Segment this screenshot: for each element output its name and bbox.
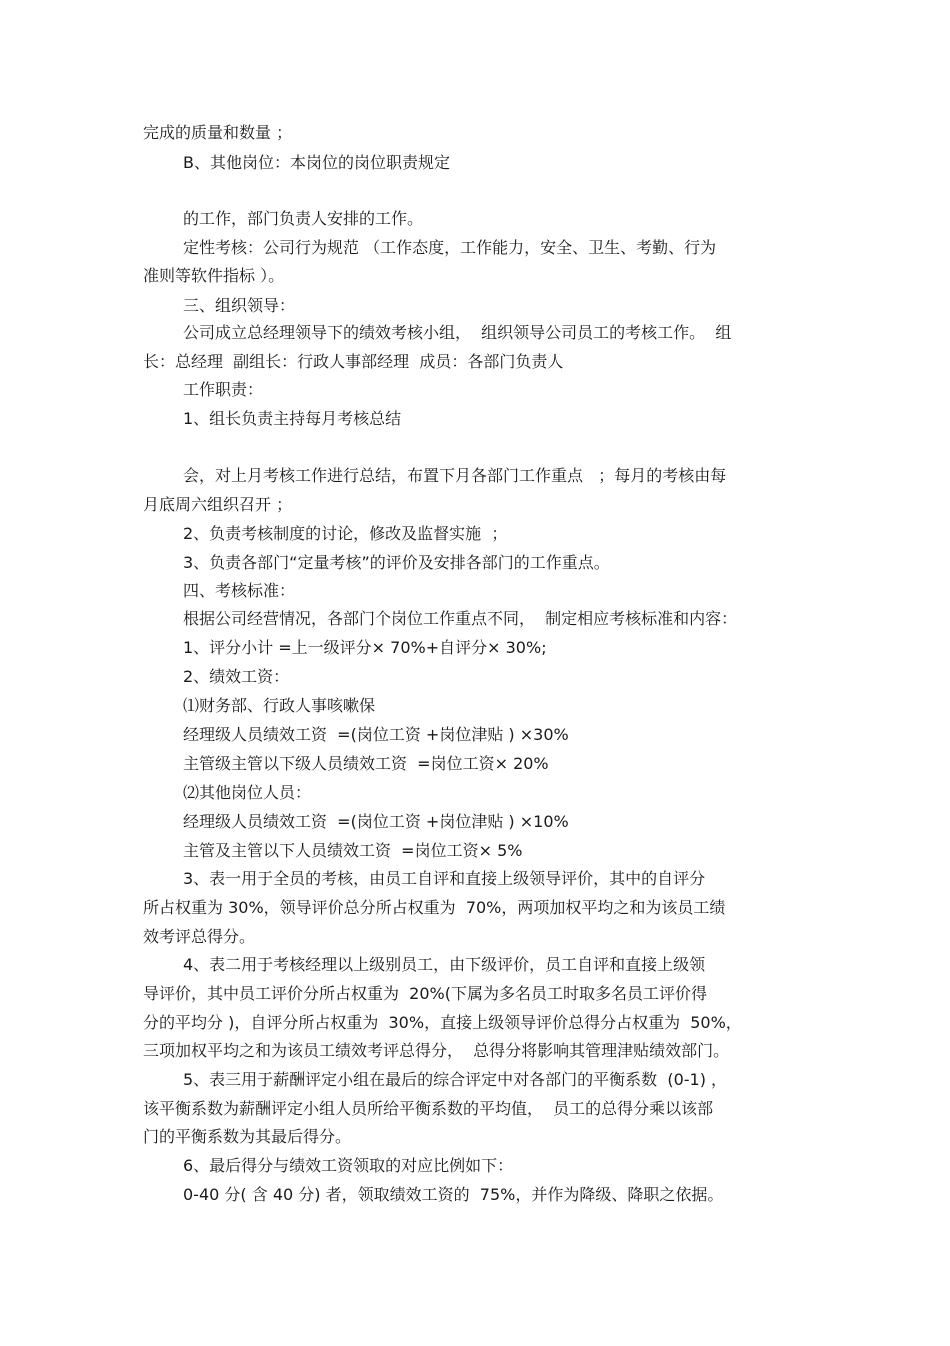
text-line: 导评价，其中员工评价分所占权重为 20%(下属为多名员工时取多名员工评价得 [143, 984, 707, 1003]
text-line: 主管级主管以下级人员绩效工资 =岗位工资× 20% [183, 754, 549, 773]
text-line: 6、最后得分与绩效工资领取的对应比例如下： [183, 1156, 514, 1175]
text-line: 该平衡系数为薪酬评定小组人员所给平衡系数的平均值， 员工的总得分乘以该部 [143, 1099, 714, 1118]
text-line: 完成的质量和数量 ； [143, 123, 293, 142]
text-line: 5、表三用于薪酬评定小组在最后的综合评定中对各部门的平衡系数 (0-1) ， [183, 1070, 728, 1089]
text-line: 3、负责各部门“定量考核”的评价及安排各部门的工作重点。 [183, 553, 610, 572]
section-heading: 三、组织领导： [183, 296, 296, 315]
text-line: 工作职责： [183, 380, 264, 399]
text-line: ⑵其他岗位人员： [183, 783, 312, 802]
text-line: 1、评分小计 =上一级评分× 70%+自评分× 30%; [183, 638, 547, 657]
text-line: 所占权重为 30%，领导评价总分所占权重为 70%，两项加权平均之和为该员工绩 [143, 898, 726, 917]
text-line: ⑴财务部、行政人事咳嗽保 [183, 696, 376, 715]
text-line: 2、绩效工资： [183, 667, 290, 686]
text-line: 三项加权平均之和为该员工绩效考评总得分， 总得分将影响其管理津贴绩效部门。 [143, 1041, 730, 1060]
text-line: 公司成立总经理领导下的绩效考核小组， 组织领导公司员工的考核工作。 组 [183, 323, 732, 342]
text-line: 经理级人员绩效工资 =(岗位工资 +岗位津贴 ) ×30% [183, 725, 569, 744]
text-line: 长：总经理 副组长：行政人事部经理 成员：各部门负责人 [143, 352, 564, 371]
text-line: 2、负责考核制度的讨论，修改及监督实施 ； [183, 524, 508, 543]
text-line: 经理级人员绩效工资 =(岗位工资 +岗位津贴 ) ×10% [183, 812, 569, 831]
text-line: 会，对上月考核工作进行总结，布置下月各部门工作重点 ；每月的考核由每 [183, 466, 727, 485]
text-line: 定性考核：公司行为规范 （工作态度，工作能力，安全、卫生、考勤、行为 [183, 238, 717, 257]
text-line: 效考评总得分。 [143, 927, 256, 946]
section-heading: 四、考核标准： [183, 581, 296, 600]
text-line: 主管及主管以下人员绩效工资 =岗位工资× 5% [183, 841, 523, 860]
text-line: 1、组长负责主持每月考核总结 [183, 409, 402, 428]
text-line: 准则等软件指标 ）。 [143, 266, 285, 285]
text-line: 月底周六组织召开 ； [143, 495, 293, 514]
text-line: 3、表一用于全员的考核，由员工自评和直接上级领导评价，其中的自评分 [183, 869, 706, 888]
text-line: 的工作，部门负责人安排的工作。 [183, 209, 424, 228]
text-line: 门的平衡系数为其最后得分。 [143, 1127, 352, 1146]
text-line: 4、表二用于考核经理以上级别员工，由下级评价，员工自评和直接上级领 [183, 955, 706, 974]
text-line: B、其他岗位：本岗位的岗位职责规定 [183, 153, 450, 172]
text-line: 根据公司经营情况，各部门个岗位工作重点不同， 制定相应考核标准和内容： [183, 609, 738, 628]
text-line: 0-40 分( 含 40 分) 者，领取绩效工资的 75%，并作为降级、降职之依据。 [183, 1185, 724, 1204]
text-line: 分的平均分 )，自评分所占权重为 30%，直接上级领导评价总得分占权重为 50%， [143, 1013, 742, 1032]
